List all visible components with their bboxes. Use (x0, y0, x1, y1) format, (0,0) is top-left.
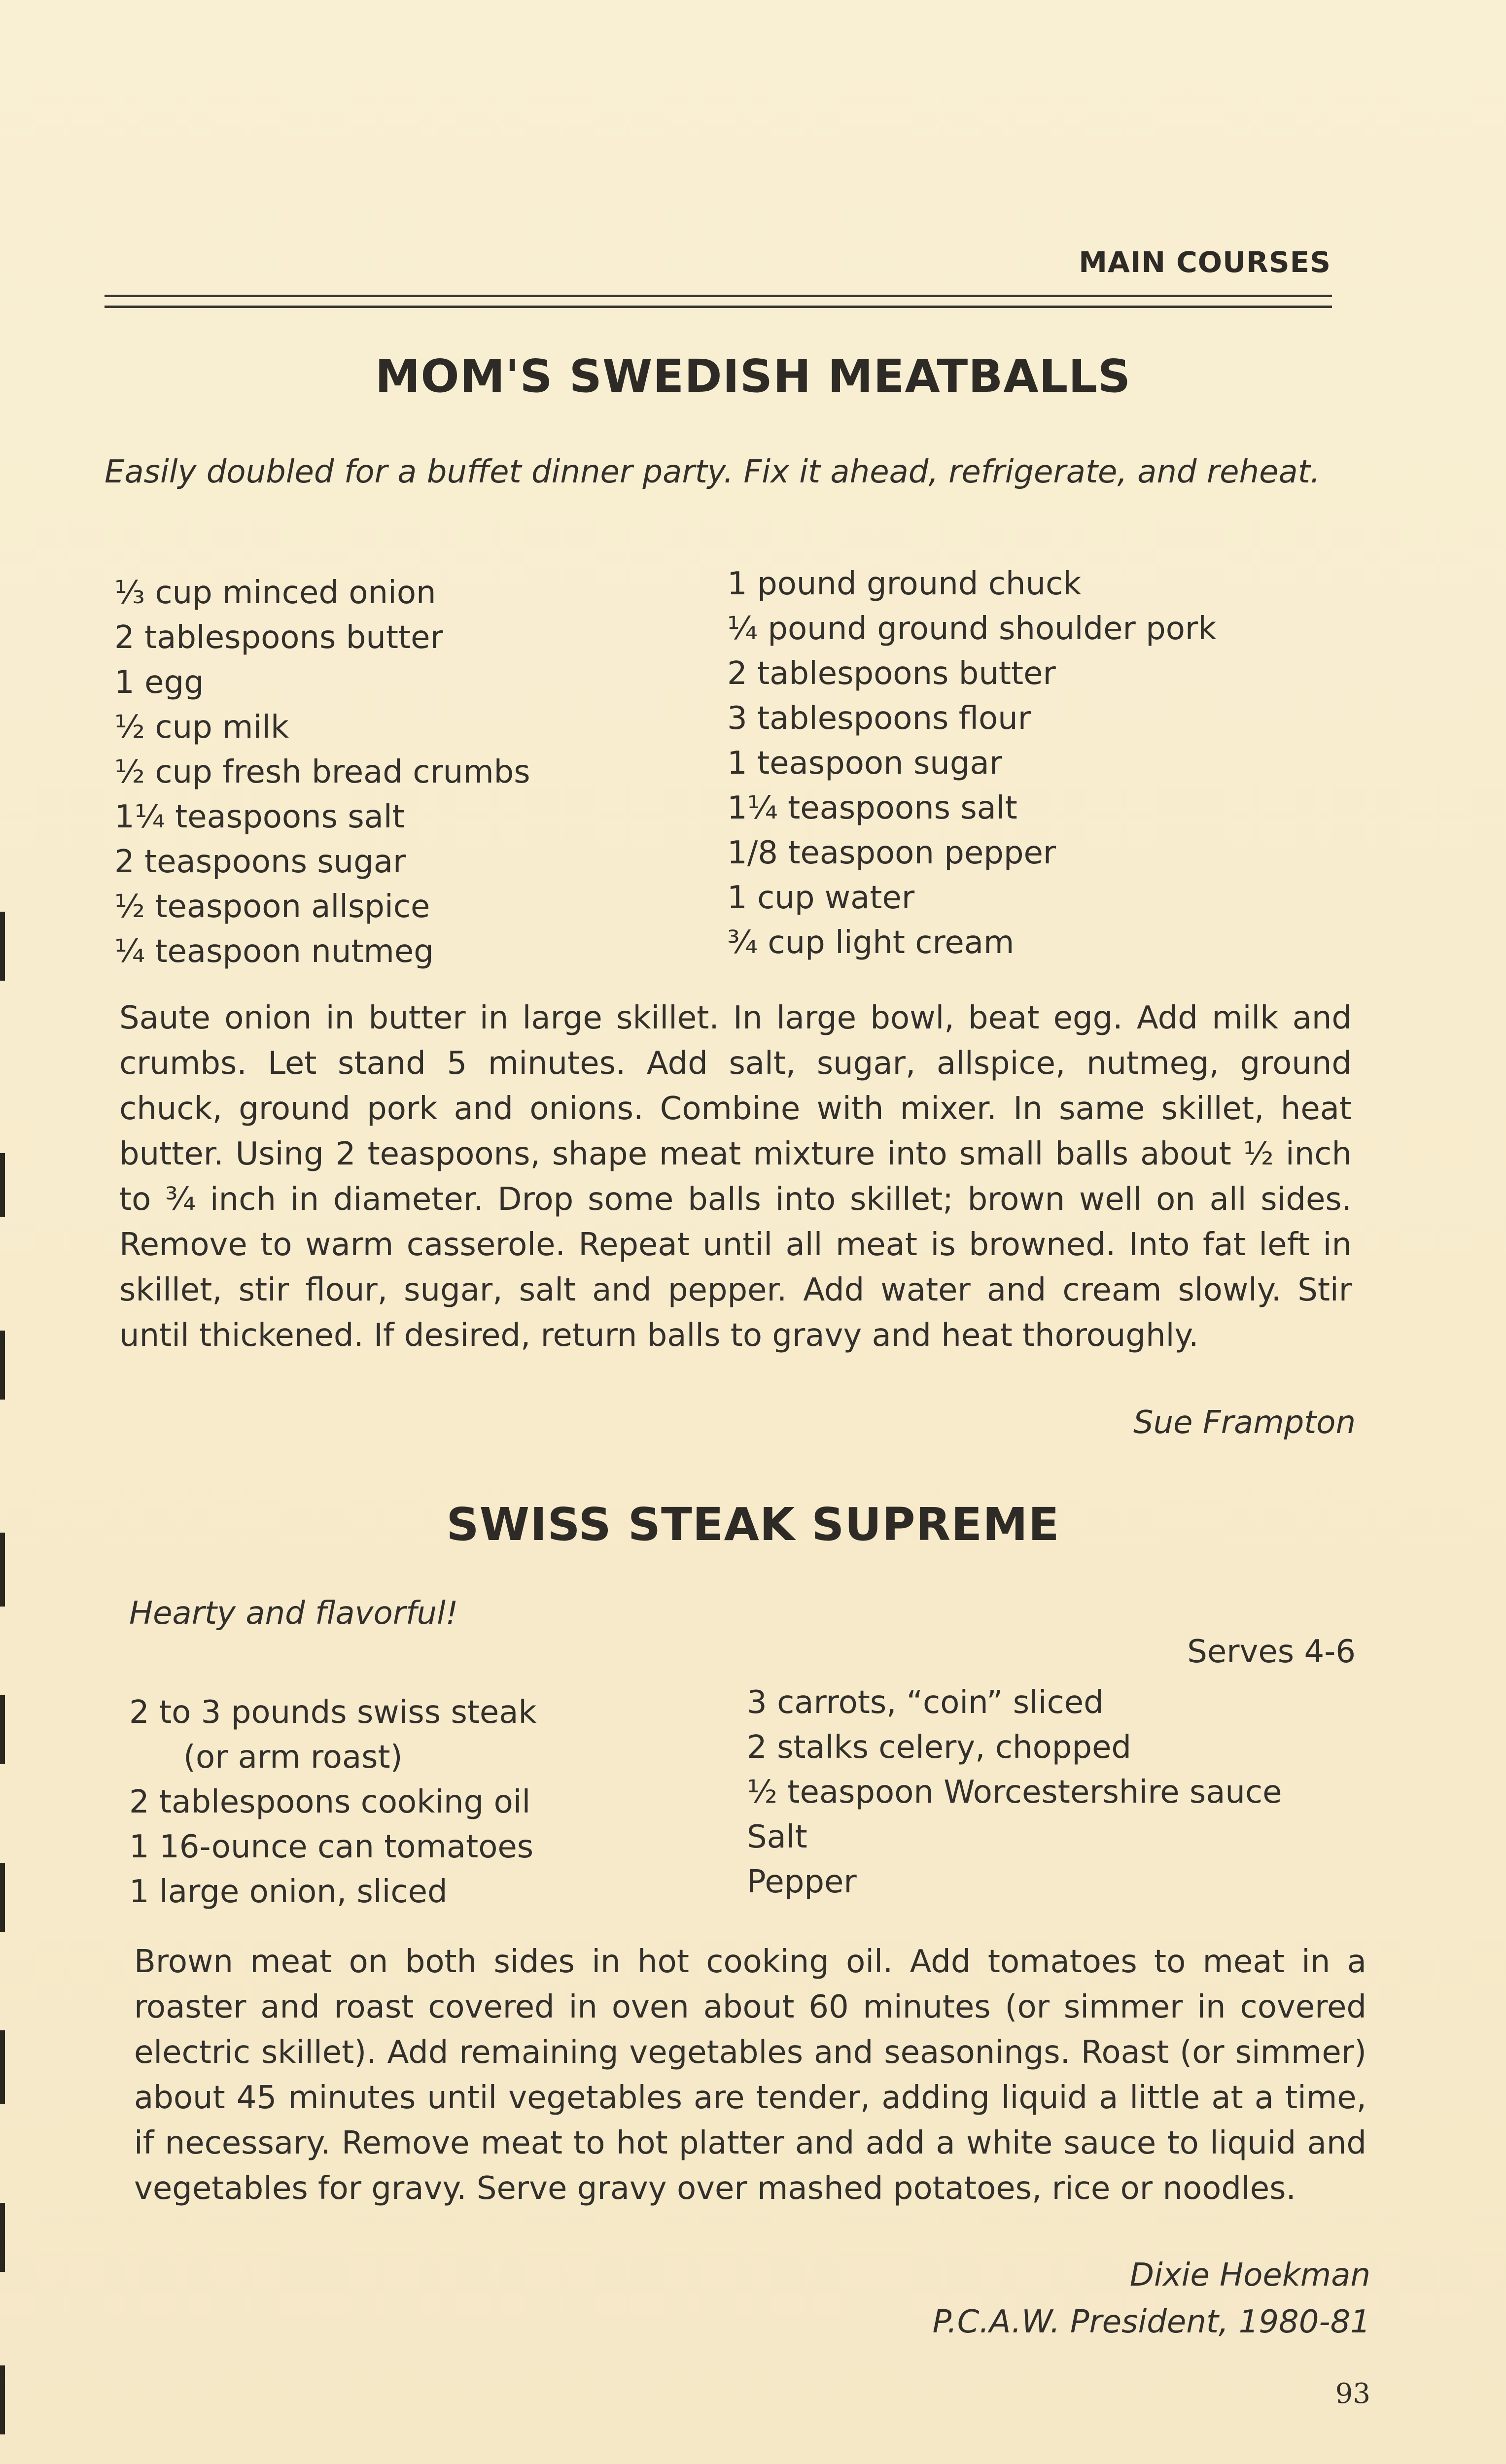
ingredient-item: 2 tablespoons cooking oil (129, 1784, 531, 1820)
binding-mark (0, 2203, 5, 2272)
ingredient-item: 2 to 3 pounds swiss steak (129, 1694, 537, 1731)
section-label: MAIN COURSES (1079, 245, 1331, 279)
ingredient-list-right (727, 562, 1216, 965)
ingredient-item: (or arm roast) (183, 1739, 403, 1776)
ingredient-item: 1/8 teaspoon pepper (727, 835, 1056, 871)
ingredient-item: 1 teaspoon sugar (727, 745, 1002, 782)
ingredient-item: ½ teaspoon allspice (114, 889, 430, 925)
ingredient-item: ⅓ cup minced onion (114, 575, 436, 611)
binding-mark (0, 2030, 5, 2104)
binding-mark (0, 2365, 5, 2434)
ingredient-item: 1 16-ounce can tomatoes (129, 1829, 534, 1865)
recipe-intro: Hearty and flavorful! (129, 1595, 458, 1632)
ingredient-item: 1¼ teaspoons salt (114, 799, 405, 835)
ingredient-item: ¼ pound ground shoulder pork (727, 611, 1217, 647)
ingredient-item: 1 pound ground chuck (727, 566, 1082, 602)
ingredient-item: ½ cup milk (114, 709, 289, 746)
ingredient-item: 1 egg (114, 664, 204, 701)
recipe-servings: Serves 4-6 (1187, 1634, 1356, 1670)
ingredient-list-right (747, 1680, 1282, 1905)
header-rule-top (105, 295, 1332, 297)
ingredient-item: 2 teaspoons sugar (114, 844, 406, 880)
recipe-intro: Easily doubled for a buffet dinner party. Fix it ahead, refrigerate, and reheat. (105, 454, 1321, 490)
binding-mark (0, 1153, 5, 1217)
binding-mark (0, 912, 5, 981)
binding-mark (0, 1863, 5, 1932)
binding-mark (0, 1695, 5, 1764)
ingredient-item: 3 tablespoons flour (727, 700, 1031, 737)
header-rule-bottom (105, 306, 1332, 308)
ingredient-item: 3 carrots, “coin” sliced (747, 1684, 1104, 1721)
ingredient-item: ½ teaspoon Worcestershire sauce (747, 1774, 1282, 1811)
contributor-title: P.C.A.W. President, 1980-81 (932, 2304, 1370, 2340)
ingredient-item: 1 large onion, sliced (129, 1874, 448, 1910)
ingredient-item: Pepper (747, 1864, 857, 1900)
ingredient-item: 2 stalks celery, chopped (747, 1729, 1131, 1766)
ingredient-item: ¼ teaspoon nutmeg (114, 933, 434, 970)
ingredient-item: Salt (747, 1819, 807, 1855)
page-number: 93 (1335, 2378, 1370, 2410)
ingredient-list-left (114, 571, 530, 974)
ingredient-item: 2 tablespoons butter (114, 619, 443, 656)
recipe-directions: Brown meat on both sides in hot cooking oil. Add tomatoes to meat in a roaster and roast covered in oven about 60 minutes (or simmer in covered electric skillet). Add remaining vegetables and seasonings. Roast (or simmer) about 45 minutes until vegetables are tender, adding liquid a little at a time, if necessary. Remove meat to hot platter and add a white sauce to liquid and vegetables for gravy. Serve gravy over mashed potatoes, rice or noodles. (134, 1944, 1366, 2207)
recipe-contributor: Dixie Hoekman (1129, 2257, 1370, 2293)
ingredient-item: 1 cup water (727, 880, 915, 916)
ingredient-list-left (129, 1690, 537, 1915)
ingredient-item: 2 tablespoons butter (727, 655, 1056, 692)
ingredient-item: ½ cup fresh bread crumbs (114, 754, 530, 790)
recipe-directions: Saute onion in butter in large skillet. In large bowl, beat egg. Add milk and crumbs. Let stand 5 minutes. Add salt, sugar, allspice, nutmeg, ground chuck, ground pork and onions. Combine with mixer. In same skillet, heat butter. Using 2 teaspoons, shape meat mixture into small balls about ½ inch to ¾ inch in diameter. Drop some balls into skillet; brown well on all sides. Remove to warm casserole. Repeat until all meat is browned. Into fat left in skillet, stir flour, sugar, salt and pepper. Add water and cream slowly. Stir until thickened. If desired, return balls to gravy and heat thoroughly. (119, 1000, 1352, 1354)
ingredient-item: ¾ cup light cream (727, 924, 1015, 961)
binding-mark (0, 1331, 5, 1400)
recipe-title: SWISS STEAK SUPREME (446, 1498, 1060, 1551)
ingredient-item: 1¼ teaspoons salt (727, 790, 1017, 826)
recipe-title: MOM'S SWEDISH MEATBALLS (375, 350, 1131, 403)
recipe-contributor: Sue Frampton (1133, 1404, 1356, 1441)
